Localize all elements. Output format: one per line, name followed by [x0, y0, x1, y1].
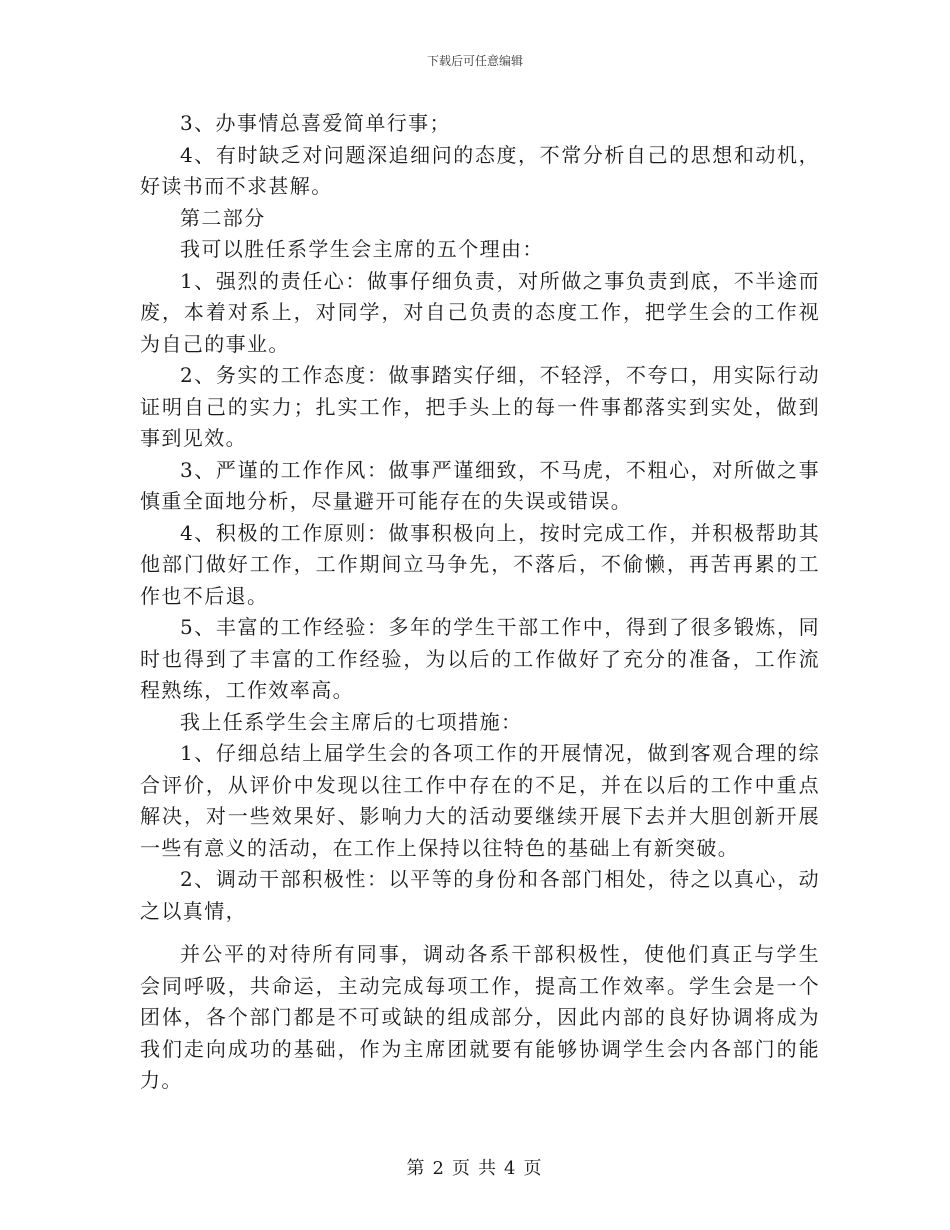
page-header: 下载后可任意编辑 — [426, 54, 523, 68]
footer-current-page: 2 — [432, 1158, 446, 1179]
page-footer — [0, 1154, 950, 1180]
paragraph: 我可以胜任系学生会主席的五个理由： — [180, 237, 544, 261]
document-body — [140, 108, 820, 1097]
paragraph: 1、仔细总结上届学生会的各项工作的开展情况，做到客观合理的综合评价，从评价中发现以往工作中存在的不足，并在以后的工作中重点解决，对一些效果好、影响力大的活动要继续开展下去并大胆创新开展一些有意义的活动，在工作上保持以往特色的基础上有新突破。 — [140, 741, 820, 860]
paragraph: 2、务实的工作态度：做事踏实仔细，不轻浮，不夸口，用实际行动证明自己的实力；扎实工作，把手头上的每一件事都落实到实处，做到事到见效。 — [140, 363, 820, 450]
footer-suffix: 页 — [523, 1158, 544, 1179]
paragraph: 3、严谨的工作作风：做事严谨细致，不马虎，不粗心，对所做之事慎重全面地分析，尽量避开可能存在的失误或错误。 — [140, 457, 820, 513]
paragraph: 并公平的对待所有同事，调动各系干部积极性，使他们真正与学生会同呼吸，共命运，主动完成每项工作，提高工作效率。学生会是一个团体，各个部门都是不可或缺的组成部分，因此内部的良好协调将成为我们走向成功的基础，作为主席团就要有能够协调学生会内各部门的能力。 — [140, 942, 820, 1092]
paragraph: 5、丰富的工作经验：多年的学生干部工作中，得到了很多锻炼，同时也得到了丰富的工作经验，为以后的工作做好了充分的准备，工作流程熟练，工作效率高。 — [140, 615, 820, 702]
footer-total-word: 共 — [478, 1158, 498, 1179]
paragraph: 我上任系学生会主席后的七项措施： — [180, 709, 523, 734]
paragraph: 2、调动干部积极性：以平等的身份和各部门相处，待之以真心，动之以真情， — [140, 867, 820, 923]
footer-prefix: 第 — [406, 1158, 427, 1179]
paragraph: 4、积极的工作原则：做事积极向上，按时完成工作，并积极帮助其他部门做好工作，工作期间立马争先，不落后，不偷懒，再苦再累的工作也不后退。 — [140, 520, 820, 608]
footer-total-pages: 4 — [504, 1158, 518, 1179]
footer-page-word: 页 — [452, 1158, 472, 1179]
paragraph: 4、有时缺乏对问题深追细问的态度，不常分析自己的思想和动机，好读书而不求甚解。 — [140, 142, 820, 198]
paragraph: 1、强烈的责任心：做事仔细负责，对所做之事负责到底，不半途而废，本着对系上，对同学，对自己负责的态度工作，把学生会的工作视为自己的事业。 — [140, 268, 820, 356]
section-heading: 第二部分 — [180, 205, 266, 230]
paragraph: 3、办事情总喜爱简单行事； — [180, 111, 451, 135]
